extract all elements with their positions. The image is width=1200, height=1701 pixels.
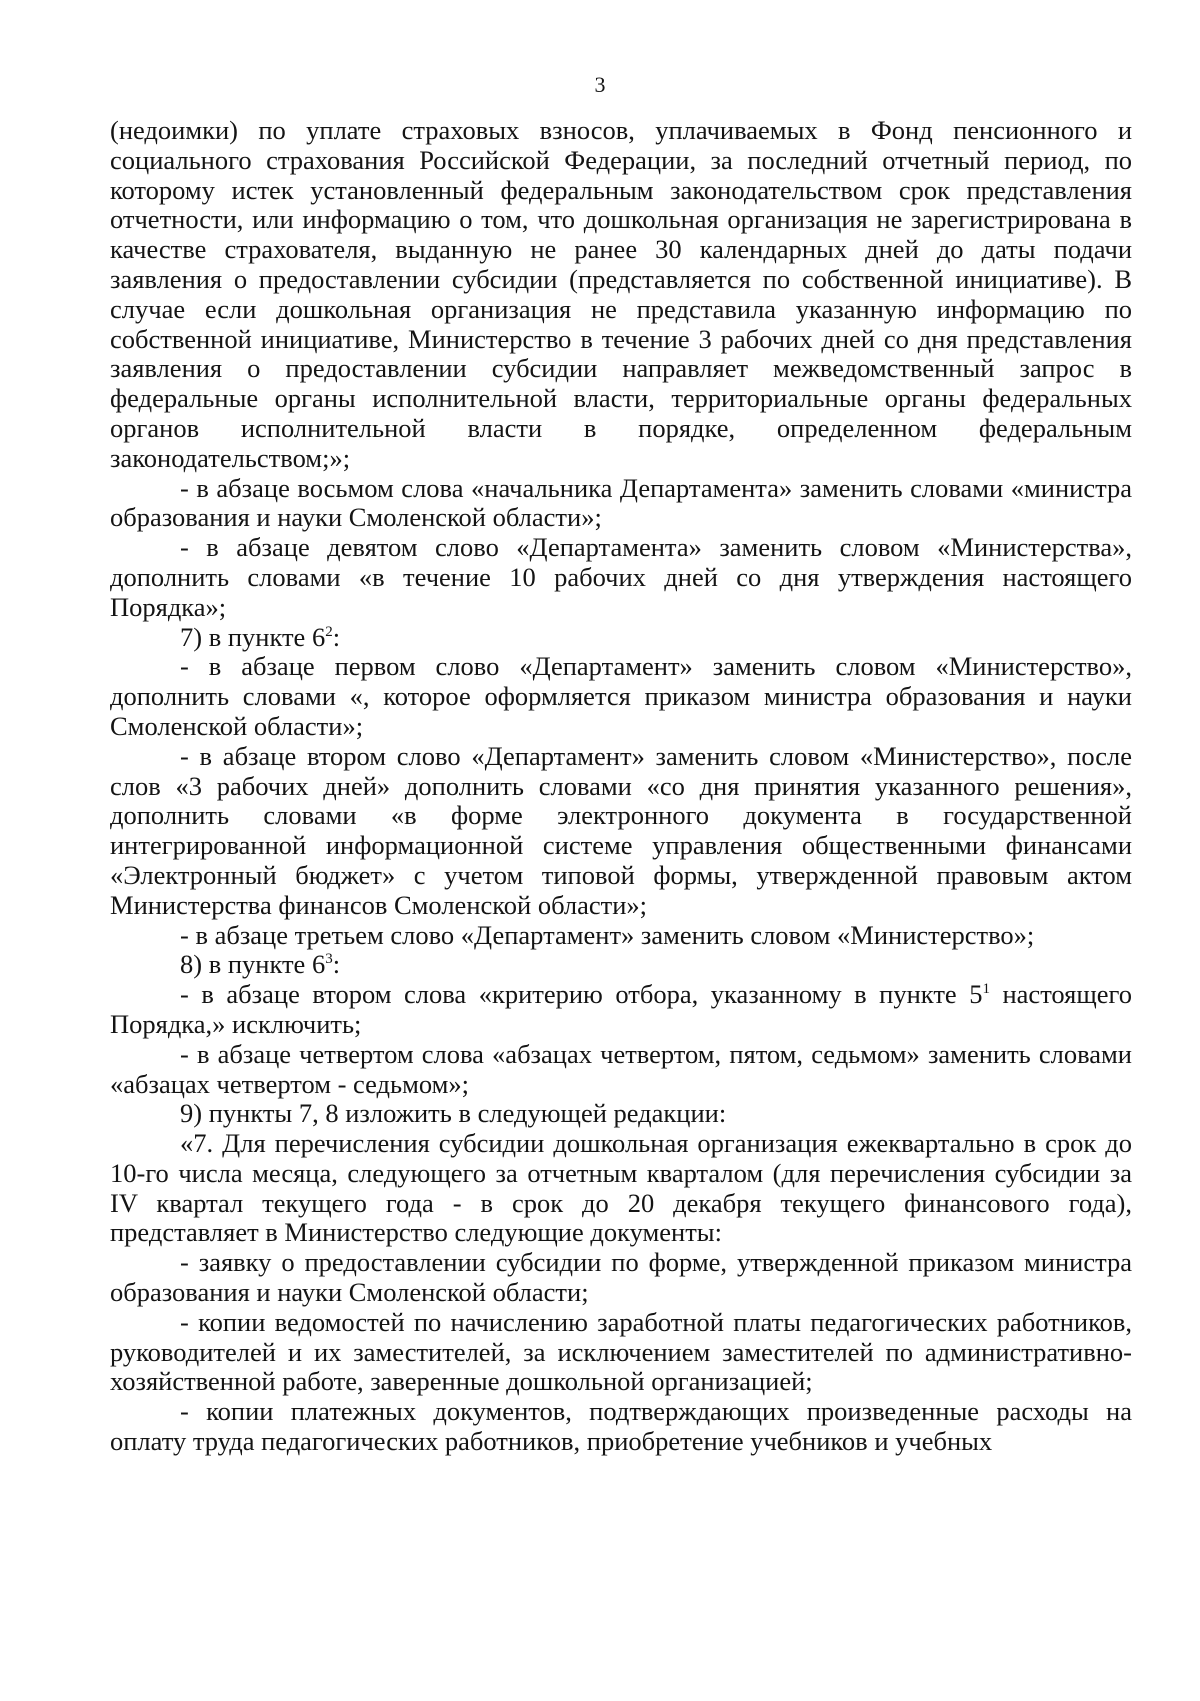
paragraph-amendment: - в абзаце третьем слово «Департамент» заменить словом «Министерство»;	[180, 919, 1035, 950]
document-body	[110, 116, 1132, 1457]
paragraph-list-item: - копии платежных документов, подтверждающих произведенные расходы на оплату труда педагогических работников, приобретение учебников и учебных	[110, 1396, 1132, 1457]
paragraph-amendment: - в абзаце четвертом слова «абзацах четвертом, пятом, седьмом» заменить словами «абзацах четвертом - седьмом»;	[110, 1038, 1132, 1099]
paragraph-amendment: - в абзаце девятом слово «Департамента» заменить словом «Министерства», дополнить словами «в течение 10 рабочих дней со дня утверждения настоящего Порядка»;	[110, 532, 1132, 622]
paragraph-amendment: - в абзаце первом слово «Департамент» заменить словом «Министерство», дополнить словами «, которое оформляется приказом министра образования и науки Смоленской области»;	[110, 651, 1132, 741]
paragraph-new-wording: «7. Для перечисления субсидии дошкольная организация ежеквартально в срок до 10-го числа месяца, следующего за отчетным кварталом (для перечисления субсидии за IV квартал текущего года - в срок до 20 декабря текущего финансового года), представляет в Министерство следующие документы:	[110, 1128, 1132, 1248]
superscript: 3	[325, 951, 333, 968]
paragraph-amendment: - в абзаце втором слова «критерию отбора, указанному в пункте $5^1$ настоящего Порядка,» исключить;	[110, 979, 1132, 1039]
paragraph-point-heading: 9) пункты 7, 8 изложить в следующей редакции:	[180, 1098, 727, 1129]
paragraph-list-item: - заявку о предоставлении субсидии по форме, утвержденной приказом министра образования и науки Смоленской области;	[110, 1247, 1132, 1308]
paragraph-list-item: - копии ведомостей по начислению заработной платы педагогических работников, руководителей и их заместителей, за исключением заместителей по административно-хозяйственной работе, заверенные дошкольной организацией;	[110, 1306, 1132, 1397]
superscript: 1	[982, 981, 990, 998]
page-number: 3	[594, 72, 606, 97]
paragraph-point-heading: 8) в пункте $6^3$:	[180, 949, 341, 980]
paragraph-point-heading: 7) в пункте $6^2$:	[180, 621, 341, 652]
paragraph-continuation: (недоимки) по уплате страховых взносов, уплачиваемых в Фонд пенсионного и социального страхования Российской Федерации, за последний отчетный период, по которому истек установленный федеральным законодательством срок представления отчетности, или информацию о том, что дошкольная организация не зарегистрирована в качестве страхователя, выданную не ранее 30 календарных дней до даты подачи заявления о предоставлении субсидии (представляется по собственной инициативе). В случае если дошкольная организация не представила указанную информацию по собственной инициативе, Министерство в течение 3 рабочих дней со дня представления заявления о предоставлении субсидии направляет межведомственный запрос в федеральные органы исполнительной власти, территориальные органы федеральных органов исполнительной власти в порядке, определенном федеральным законодательством;»;	[110, 115, 1132, 473]
paragraph-amendment: - в абзаце втором слово «Департамент» заменить словом «Министерство», после слов «3 рабочих дней» дополнить словами «со дня принятия указанного решения», дополнить словами «в форме электронного документа в государственной интегрированной информационной системе управления общественными финансами «Электронный бюджет» с учетом типовой формы, утвержденной правовым актом Министерства финансов Смоленской области»;	[110, 740, 1132, 920]
paragraph-amendment: - в абзаце восьмом слова «начальника Департамента» заменить словами «министра образования и науки Смоленской области»;	[110, 472, 1132, 533]
superscript: 2	[325, 623, 333, 640]
